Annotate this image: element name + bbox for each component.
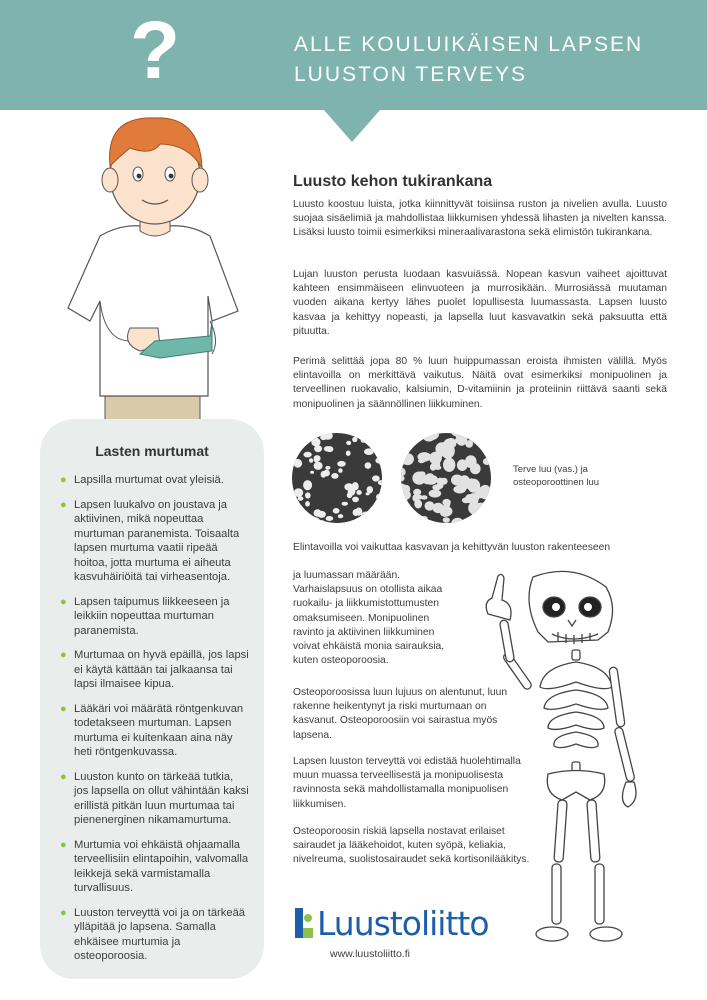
bone-pore — [462, 497, 470, 503]
bone-pore — [402, 453, 414, 465]
bullet-icon: ● — [60, 702, 67, 715]
bone-pore — [310, 471, 314, 474]
bone-pore — [356, 490, 361, 495]
bone-pore — [305, 492, 311, 498]
bone-pore — [305, 501, 310, 507]
bone-pore — [400, 432, 410, 444]
bone-pore — [311, 438, 320, 447]
bone-pore — [432, 504, 438, 509]
bone-pore — [466, 432, 475, 439]
bone-pore — [467, 456, 473, 461]
bone-pore — [434, 451, 443, 458]
bone-pore — [444, 452, 450, 456]
bone-pore — [443, 517, 450, 523]
bone-pore — [371, 442, 377, 448]
bone-pore — [346, 451, 351, 456]
title-line-1: ALLE KOULUIKÄISEN LAPSEN — [294, 33, 644, 56]
header-notch — [324, 110, 380, 142]
bullet-icon: ● — [60, 474, 67, 486]
paragraph-lifestyle-1: Elintavoilla voi vaikuttaa kasvavan ja kehittyvän luuston rakenteeseen — [293, 542, 611, 553]
bone-pore — [411, 514, 417, 520]
boy-illustration — [60, 96, 245, 421]
bone-pore — [409, 432, 419, 439]
logo-text: Luustoliitto — [317, 903, 489, 943]
logo-mark-icon — [293, 906, 315, 940]
bone-pore — [291, 518, 297, 524]
bone-pore — [348, 487, 356, 495]
bone-pore — [460, 464, 467, 470]
bone-pore — [480, 432, 491, 440]
bone-pore — [485, 507, 492, 512]
bone-pore — [364, 448, 374, 455]
bone-pore — [338, 468, 342, 473]
bullet-icon: ● — [60, 595, 67, 608]
bone-pore — [487, 432, 492, 437]
section-title: Luusto kehon tukirankana — [293, 173, 493, 190]
bone-pore — [291, 440, 298, 445]
bone-pore — [477, 503, 485, 509]
bone-pore — [361, 520, 368, 525]
bone-pore — [400, 446, 407, 453]
bullet-icon: ● — [60, 770, 67, 783]
bone-pore — [326, 516, 334, 521]
bone-pore — [346, 441, 351, 445]
fractures-title: Lasten murtumat — [95, 443, 209, 459]
page-title — [294, 30, 694, 90]
paragraph-promote: Lapsen luuston terveyttä voi edistää huolehtimalla muun muassa terveellisestä ja monipuolisesta ravinnosta sekä mahdollistamalla monipuolisen liikkumisen. — [293, 756, 521, 810]
website-link[interactable]: www.luustoliitto.fi — [330, 948, 410, 960]
bone-pore — [294, 459, 303, 468]
bone-pore — [473, 519, 479, 524]
paragraph-osteoporosis: Osteoporoosissa luun lujuus on alentunut, luun rakenne heikentynyt ja riski murtumaan on kasvanut. Osteoporoosiin voi sairastua myös lapsena. — [293, 687, 508, 741]
bone-pore — [371, 515, 375, 519]
bone-pore — [294, 488, 303, 497]
bone-pore — [402, 514, 415, 524]
bone-pore — [294, 507, 302, 514]
bone-pore — [309, 458, 313, 463]
bone-pore — [361, 439, 368, 443]
bone-pore — [365, 462, 372, 469]
bone-pore — [321, 471, 327, 478]
bone-pore — [291, 493, 295, 499]
bone-pore — [483, 458, 491, 465]
bone-pore — [353, 509, 359, 516]
paragraph-heredity: Perimä selittää jopa 80 % luun huippumassan eroista ihmisten välillä. Myös elintavoilla on merkittävä vaikutus. Näitä ovat esimerkiksi monipuolinen ja terveellinen ruokavalio, kalsiumin, D-vitamiinin ja proteiinin riittävä saanti sekä monipuolinen ja säännöllinen liikkuminen. — [293, 356, 667, 410]
list-item: ● Lääkäri voi määrätä röntgenkuvan todetakseen murtuman. Lapsen murtuma ei kuitenkaan aina näy heti röntgenkuvassa. — [60, 702, 244, 758]
bone-pore — [337, 461, 346, 467]
bone-pore — [372, 475, 380, 481]
bone-pore — [412, 494, 419, 502]
bone-pore — [418, 452, 432, 462]
fractures-list — [60, 473, 250, 964]
luustoliitto-logo[interactable] — [293, 903, 489, 943]
bone-caption: Terve luu (vas.) ja osteoporoottinen luu — [513, 464, 600, 488]
bone-pore — [291, 437, 297, 444]
bone-pore — [366, 492, 370, 495]
osteoporotic-bone-image — [400, 432, 492, 524]
bone-pore — [366, 435, 372, 439]
paragraph-lifestyle-2: ja luumassan määrään. Varhaislapsuus on otollista aikaa ruokailu- ja liikkumistottumusten omaksumiseen. Monipuolinen ravinto ja aktiivinen liikkuminen voivat ehkäistä monia sairauksia, kuten osteoporoosia. — [293, 570, 445, 667]
bone-pore — [292, 432, 297, 436]
bone-pore — [420, 516, 427, 521]
paragraph-risk: Osteoporoosin riskiä lapsella nostavat erilaiset sairaudet ja lääkehoidot, kuten syöpä, keliakia, nivelreuma, suolistosairaudet sekä kortisonilääkitys. — [293, 826, 530, 866]
paragraph-skeleton: Luusto koostuu luista, jotka kiinnittyvät toisiinsa ruston ja nivelien avulla. Luusto suojaa sisäelimiä ja mahdollistaa liikkumisen yhdessä lihasten ja nivelten kanssa. Lisäksi luusto toimii esimerkiksi mineraalivarastona sekä elimistön tukirankana. — [293, 199, 667, 239]
bone-pore — [325, 466, 330, 470]
bone-pore — [467, 479, 480, 493]
bone-pore — [434, 465, 441, 470]
bone-pore — [437, 478, 444, 485]
list-item: ● Murtumia voi ehkäistä ohjaamalla terveellisiin elintapoihin, valvomalla leikkejä sekä varmistamalla turvallisuus. — [60, 838, 249, 894]
bone-pore — [352, 437, 357, 442]
bullet-icon: ● — [60, 838, 67, 851]
bone-pore — [443, 458, 455, 472]
list-item: ● Murtumaa on hyvä epäillä, jos lapsi ei käytä kättään tai jalkaansa tai lapsi ilmaisee kipua. — [60, 649, 249, 690]
skeleton-illustration — [448, 562, 673, 957]
bullet-icon: ● — [60, 906, 67, 919]
bone-pore — [323, 432, 332, 439]
bone-pore — [303, 452, 311, 458]
bone-pore — [314, 455, 321, 461]
bone-pore — [331, 473, 338, 479]
bone-pore — [338, 514, 343, 518]
bone-pore — [482, 508, 492, 521]
bone-pore — [401, 432, 408, 435]
paragraph-growth: Lujan luuston perusta luodaan kasvuiässä. Nopean kasvun vaiheet ajoittuvat kahteen ensimmäiseen elinvuoteen ja murrosikään. Murrosiässä muutaman vuoden aikana kertyy lähes puolet lopullisesta luumassasta. Lapsen luusto kasvaa ja kehittyy nopeasti, ja lapsella luut kasvavatkin sekä paksuutta että pituutta. — [293, 269, 667, 337]
bone-pore — [361, 512, 370, 522]
title-line-2: LUUSTON TERVEYS — [294, 63, 528, 86]
bone-pore — [291, 510, 296, 516]
bone-pore — [375, 458, 382, 464]
bone-pore — [298, 517, 305, 522]
bone-pore — [376, 494, 382, 500]
bone-pore — [440, 510, 450, 517]
list-item: ● Lapsen luukalvo on joustava ja aktiivinen, mikä nopeuttaa murtuman paranemista. Toisaalta lapsen murtuma vaatii ripeää hoitoa, jotta murtuma ei aiheuta kasvuhäiriöitä tai virheasentoja. — [60, 498, 240, 583]
bone-pore — [412, 472, 426, 485]
bone-pore — [303, 480, 312, 490]
bone-pore — [451, 475, 463, 486]
list-item: ● Luuston kunto on tärkeää tutkia, jos lapsella on ollut vähintään kaksi erillistä pitkän luun murtumaa tai pienenerginen nikamamurtuma. — [60, 770, 249, 826]
bone-pore — [326, 446, 333, 452]
bone-pore — [292, 445, 297, 450]
bone-pore — [429, 490, 442, 498]
bone-pore — [441, 443, 455, 458]
bone-pore — [421, 495, 428, 499]
bone-pore — [291, 515, 297, 522]
bone-pore — [402, 485, 410, 494]
fractures-box — [40, 419, 264, 979]
list-item: ● Lapsen taipumus liikkeeseen ja leikkiin nopeuttaa murtuman paranemista. — [60, 595, 230, 637]
question-mark: ? — [129, 5, 181, 96]
bone-pore — [465, 440, 473, 448]
list-item: ● Lapsilla murtumat ovat yleisiä. — [60, 474, 224, 486]
bullet-icon: ● — [60, 498, 67, 511]
bone-pore — [352, 497, 359, 503]
bone-pore — [333, 508, 340, 514]
bone-pore — [442, 499, 450, 506]
bone-pore — [342, 502, 348, 506]
bone-pore — [400, 446, 410, 454]
bone-pore — [317, 511, 326, 518]
list-item: ● Luuston terveyttä voi ja on tärkeää ylläpitää jo lapsena. Samalla ehkäisee murtumia ja osteoporoosia. — [60, 906, 246, 962]
bone-pore — [314, 462, 323, 470]
bone-pore — [424, 475, 438, 485]
bullet-icon: ● — [60, 649, 67, 661]
healthy-bone-image — [291, 432, 383, 524]
